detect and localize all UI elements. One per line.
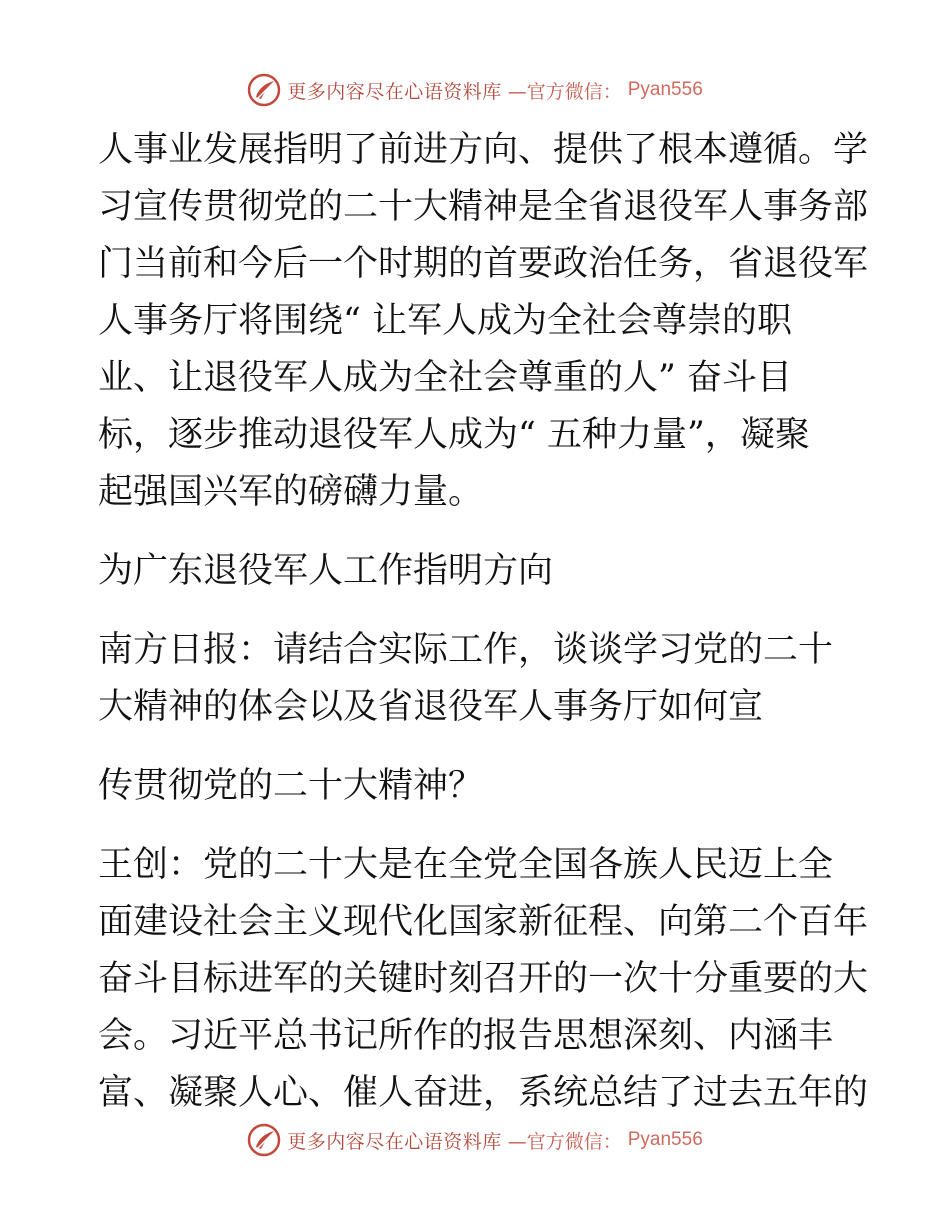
logo-icon — [247, 73, 281, 107]
paragraph-line: 人事业发展指明了前进方向、提供了根本遵循。学 — [98, 130, 869, 170]
question-line: 南方日报：请结合实际工作，谈谈学习党的二十 — [98, 630, 834, 670]
document-body — [98, 122, 869, 1122]
question-line: 传贯彻党的二十大精神？ — [98, 766, 484, 806]
answer-line: 面建设社会主义现代化国家新征程、向第二个百年 — [98, 902, 869, 942]
paragraph-line: 起强国兴军的磅礴力量。 — [98, 472, 484, 512]
watermark-main-text: 更多内容尽在心语资料库 — [287, 1130, 502, 1153]
watermark-main-text: 更多内容尽在心语资料库 — [287, 80, 502, 103]
watermark-id-text: Pyan556 — [627, 79, 703, 100]
paragraph-line: 习宣传贯彻党的二十大精神是全省退役军人事务部 — [98, 187, 869, 227]
watermark-sub-text: —官方微信： — [507, 1130, 622, 1153]
header-watermark — [0, 70, 950, 110]
paragraph-line: 门当前和今后一个时期的首要政治任务，省退役军 — [98, 244, 869, 284]
question-line: 大精神的体会以及省退役军人事务厅如何宣 — [98, 687, 764, 727]
answer-line: 王创：党的二十大是在全党全国各族人民迈上全 — [98, 845, 834, 885]
paragraph-line: 业、让退役军人成为全社会尊重的人” 奋斗目 — [98, 358, 793, 398]
answer-line: 奋斗目标进军的关键时刻召开的一次十分重要的大 — [98, 959, 869, 999]
answer-line: 会。习近平总书记所作的报告思想深刻、内涵丰 — [98, 1016, 834, 1056]
paragraph-line: 标，逐步推动退役军人成为“ 五种力量”，凝聚 — [98, 415, 810, 455]
section-heading: 为广东退役军人工作指明方向 — [98, 551, 554, 591]
footer-watermark — [0, 1120, 950, 1160]
watermark-sub-text: —官方微信： — [507, 80, 622, 103]
logo-icon — [247, 1123, 281, 1157]
answer-line: 富、凝聚人心、催人奋进，系统总结了过去五年的 — [98, 1073, 869, 1113]
watermark-id-text: Pyan556 — [627, 1129, 703, 1150]
paragraph-line: 人事务厅将围绕“ 让军人成为全社会尊崇的职 — [98, 301, 793, 341]
